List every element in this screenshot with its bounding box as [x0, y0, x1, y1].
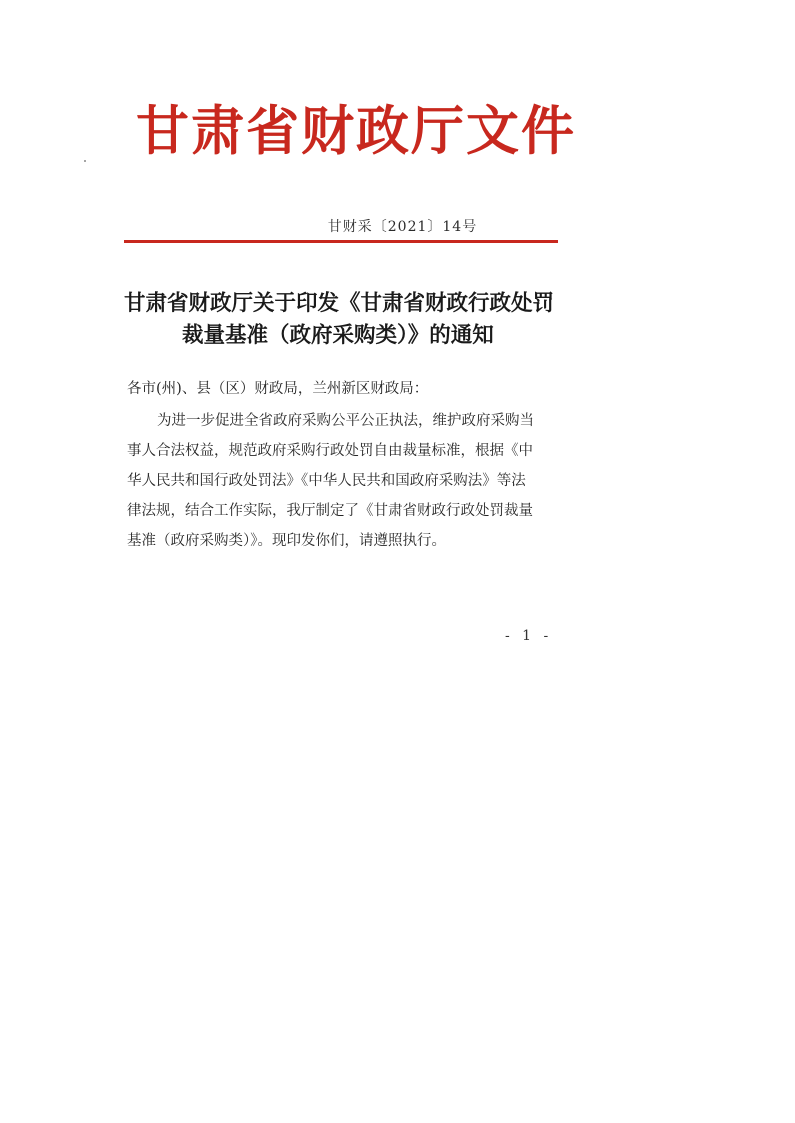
- body-line-5: 基准（政府采购类）》。现印发你们，请遵照执行。: [127, 533, 446, 549]
- notice-title-line-1: 甘肃省财政厅关于印发《甘肃省财政行政处罚: [124, 291, 555, 316]
- document-number: 甘财采〔2021〕14号: [327, 219, 478, 235]
- body-line-1: 为进一步促进全省政府采购公平公正执法，维护政府采购当: [157, 413, 534, 429]
- page-number: - 1 -: [505, 628, 553, 644]
- notice-title-line-2: 裁量基准（政府采购类）》的通知: [182, 323, 494, 348]
- red-separator-rule: [124, 240, 558, 243]
- masthead-title: 甘肃省财政厅文件: [136, 100, 576, 162]
- notice-title: [124, 288, 564, 352]
- body-paragraph: [127, 406, 555, 556]
- body-line-4: 律法规，结合工作实际，我厅制定了《甘肃省财政行政处罚裁量: [127, 503, 533, 519]
- scan-speck: [84, 160, 86, 162]
- body-line-3: 华人民共和国行政处罚法》《中华人民共和国政府采购法》等法: [127, 473, 526, 489]
- addressee-line: 各市(州)、县（区）财政局，兰州新区财政局：: [127, 381, 429, 397]
- body-line-2: 事人合法权益，规范政府采购行政处罚自由裁量标准，根据《中: [127, 443, 533, 459]
